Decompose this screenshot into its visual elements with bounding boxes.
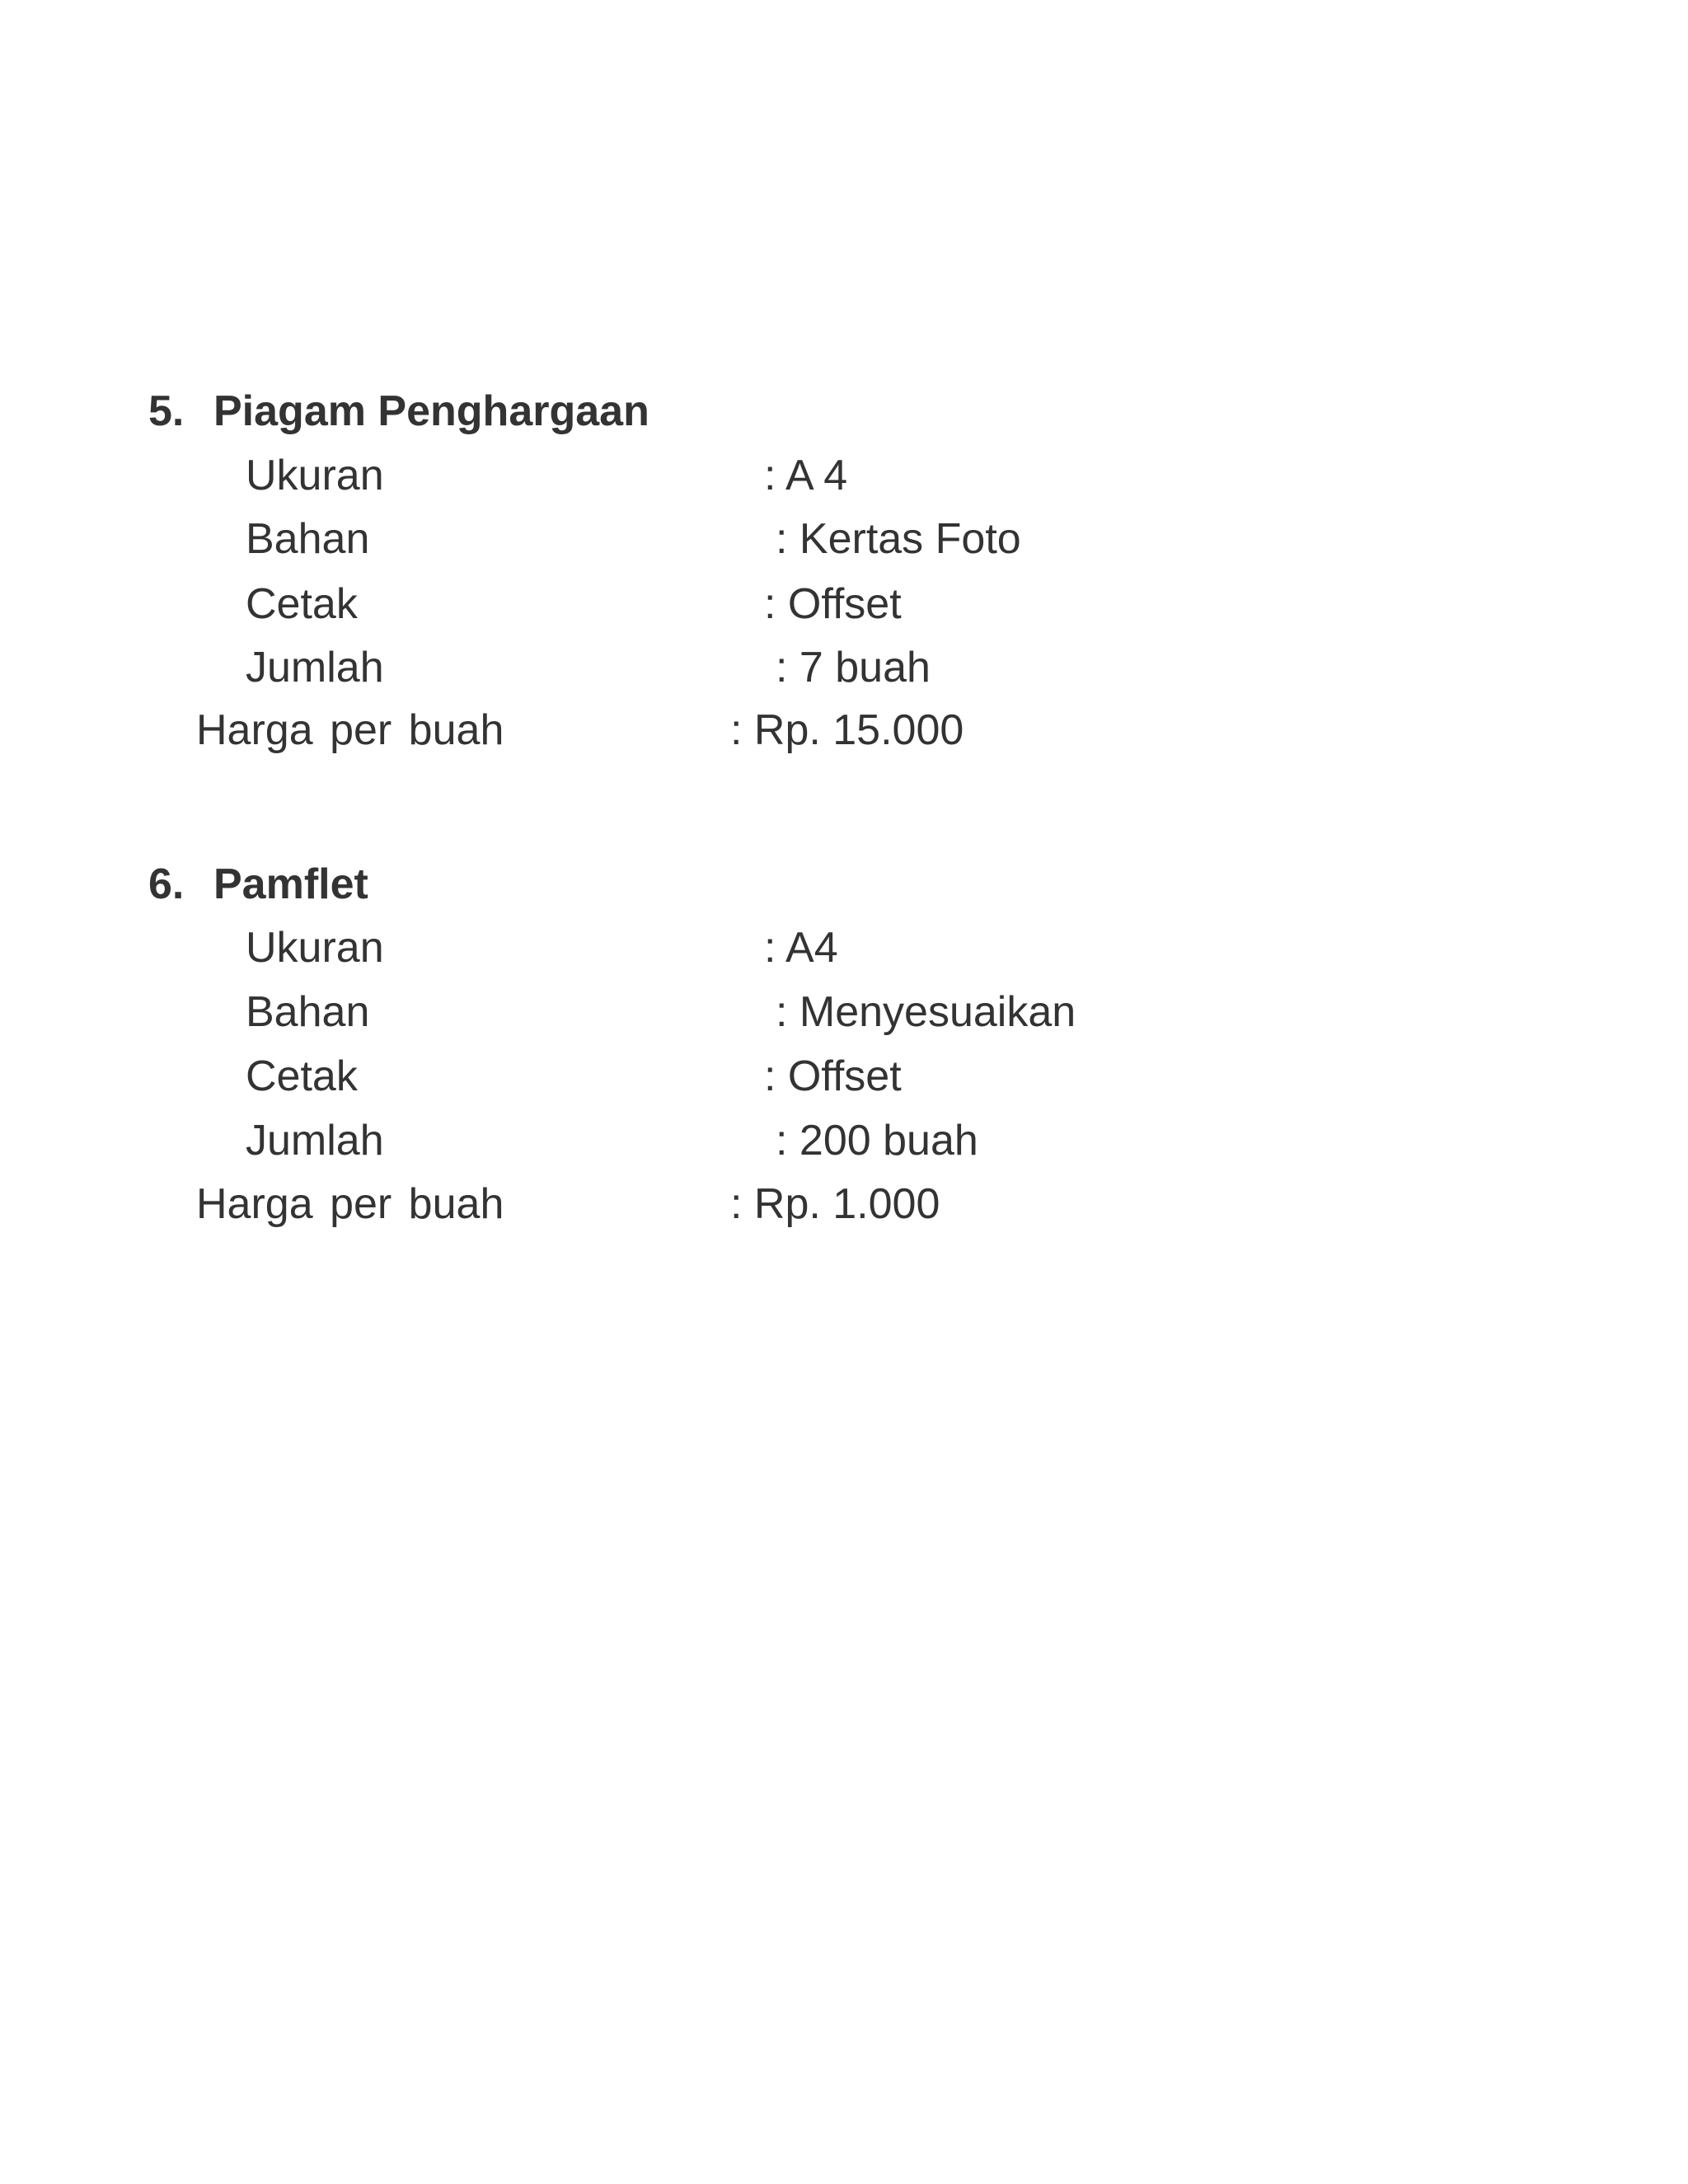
section-title: Piagam Penghargaan xyxy=(213,387,649,435)
spec-label-ukuran: Ukuran xyxy=(246,924,384,972)
spec-value-bahan: : Kertas Foto xyxy=(776,515,1021,563)
section-number: 6. xyxy=(148,860,185,908)
spec-value-bahan: : Menyesuaikan xyxy=(776,988,1076,1036)
spec-value-harga: : Rp. 15.000 xyxy=(730,706,964,754)
spec-label-jumlah: Jumlah xyxy=(246,1117,384,1165)
spec-label-bahan: Bahan xyxy=(246,515,370,563)
spec-label-jumlah: Jumlah xyxy=(246,644,384,691)
spec-label-cetak: Cetak xyxy=(246,580,358,628)
spec-value-jumlah: : 200 buah xyxy=(776,1117,978,1165)
spec-label-bahan: Bahan xyxy=(246,988,370,1036)
spec-label-harga: Harga per buah xyxy=(196,706,504,754)
spec-label-cetak: Cetak xyxy=(246,1052,358,1100)
spec-value-jumlah: : 7 buah xyxy=(776,644,931,691)
spec-label-harga: Harga per buah xyxy=(196,1180,504,1228)
spec-value-ukuran: : A 4 xyxy=(764,452,848,499)
spec-value-cetak: : Offset xyxy=(764,1052,902,1100)
section-title: Pamflet xyxy=(213,860,368,908)
section-number: 5. xyxy=(148,387,185,435)
spec-value-harga: : Rp. 1.000 xyxy=(730,1180,940,1228)
spec-value-ukuran: : A4 xyxy=(764,924,838,972)
spec-value-cetak: : Offset xyxy=(764,580,902,628)
spec-label-ukuran: Ukuran xyxy=(246,452,384,499)
